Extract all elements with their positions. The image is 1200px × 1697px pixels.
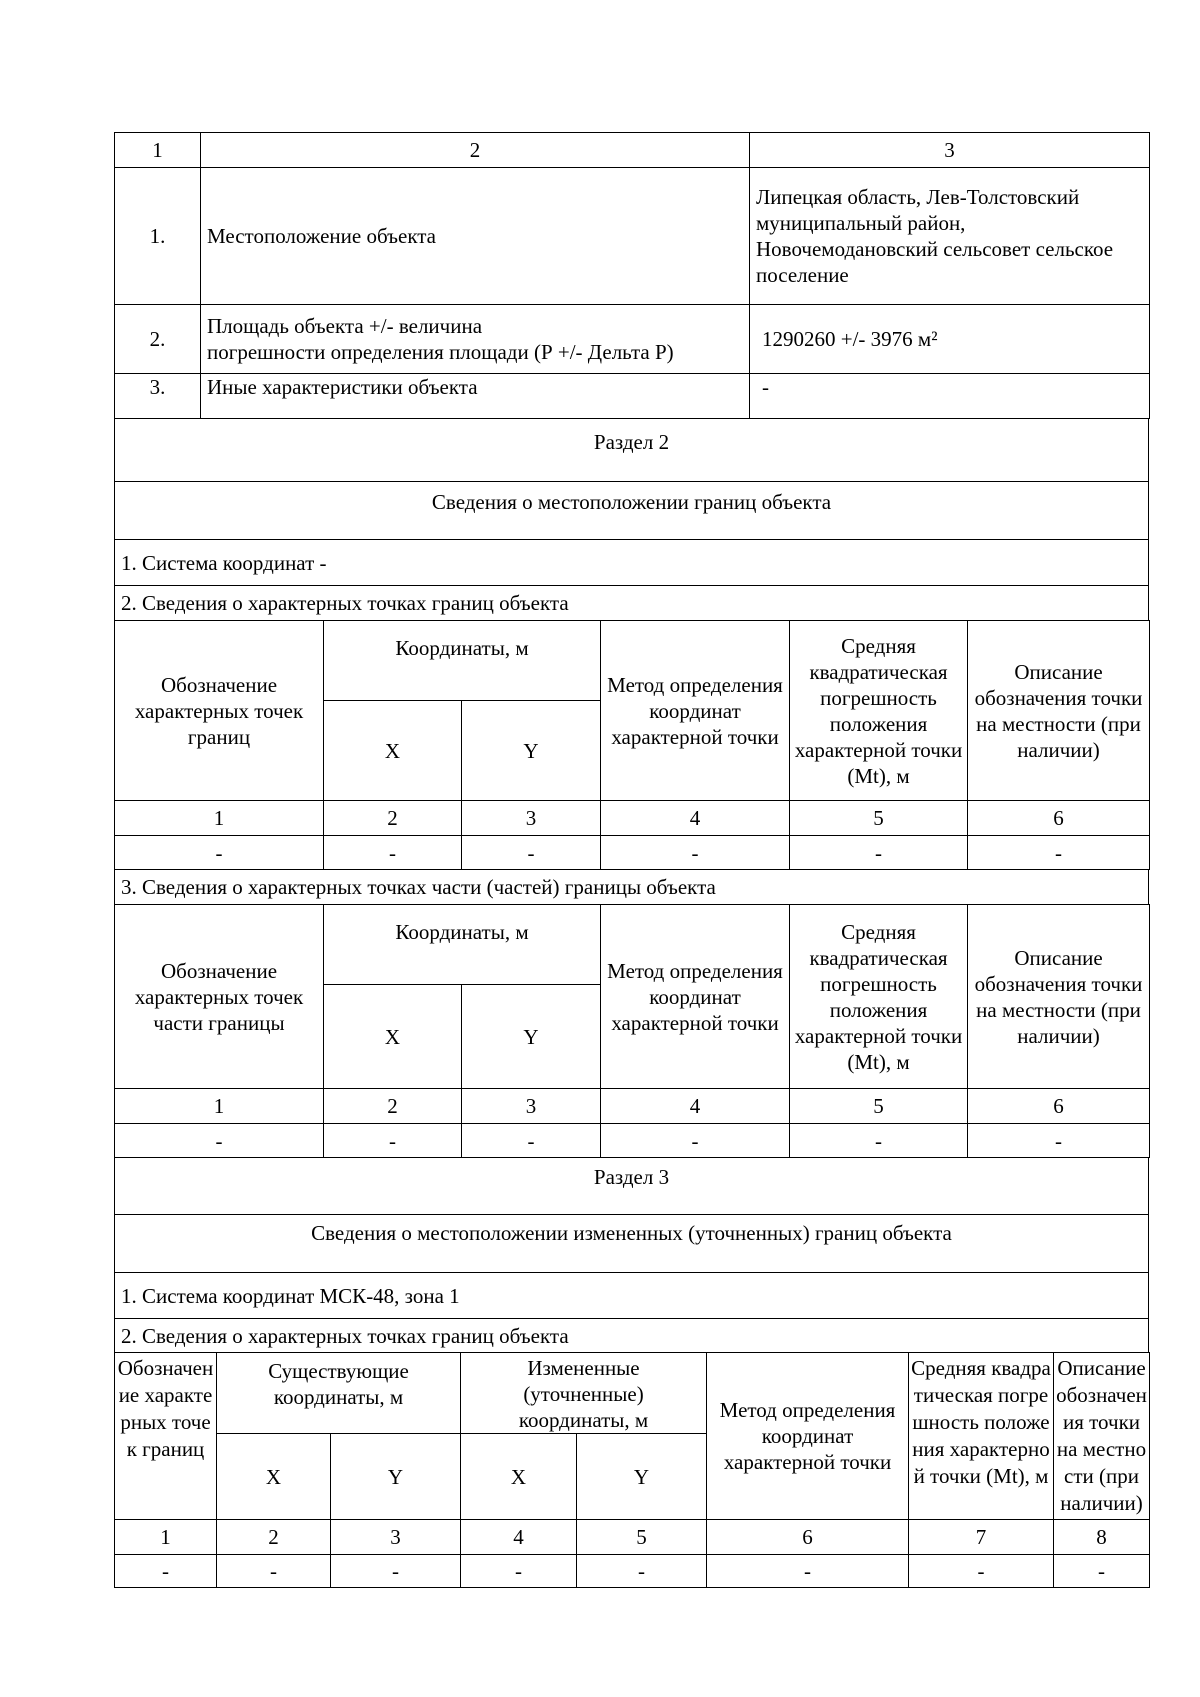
column-number: 3 bbox=[331, 1520, 461, 1555]
column-number: 3 bbox=[462, 1089, 601, 1124]
area-label bbox=[201, 305, 750, 374]
column-number: 6 bbox=[968, 1089, 1150, 1124]
x-header: X bbox=[324, 985, 462, 1089]
y-header: Y bbox=[462, 701, 601, 801]
section3-banner bbox=[114, 1157, 1149, 1353]
location-value: Липецкая область, Лев-Толстовский муниципальный район, Новочемодановский сельсовет сельское поселение bbox=[750, 168, 1150, 305]
x-header: X bbox=[324, 701, 462, 801]
error-header: Средняя квадратическая погрешность положения характерной точки (Mt), м bbox=[790, 621, 968, 801]
column-number: 2 bbox=[324, 1089, 462, 1124]
empty-cell: - bbox=[217, 1555, 331, 1588]
column-number: 5 bbox=[790, 1089, 968, 1124]
header-cell: 3 bbox=[750, 133, 1150, 168]
section3-title: Раздел 3 bbox=[115, 1158, 1149, 1215]
column-number: 7 bbox=[909, 1520, 1054, 1555]
row-number: 2. bbox=[115, 305, 201, 374]
column-number: 1 bbox=[115, 801, 324, 836]
designation-header: Обозначение характерных точек границ bbox=[115, 1353, 217, 1520]
column-number: 5 bbox=[790, 801, 968, 836]
designation-header: Обозначение характерных точек части границы bbox=[115, 905, 324, 1089]
existing-y-header: Y bbox=[331, 1434, 461, 1520]
empty-cell: - bbox=[968, 1124, 1150, 1158]
part-boundary-points-table bbox=[114, 904, 1150, 1158]
column-number: 5 bbox=[577, 1520, 707, 1555]
row-number: 1. bbox=[115, 168, 201, 305]
area-label-line1: Площадь объекта +/- величина bbox=[207, 314, 483, 338]
empty-cell: - bbox=[115, 836, 324, 870]
column-number: 8 bbox=[1054, 1520, 1150, 1555]
section2-points-title: 2. Сведения о характерных точках границ объекта bbox=[115, 586, 1149, 621]
column-number: 6 bbox=[707, 1520, 909, 1555]
column-number: 4 bbox=[601, 1089, 790, 1124]
section2-banner bbox=[114, 418, 1149, 621]
header-cell: 2 bbox=[201, 133, 750, 168]
changed-x-header: X bbox=[461, 1434, 577, 1520]
empty-cell: - bbox=[577, 1555, 707, 1588]
changed-boundary-points-table bbox=[114, 1352, 1150, 1588]
changed-coords-header: Измененные (уточненные) координаты, м bbox=[461, 1353, 707, 1434]
column-number: 2 bbox=[324, 801, 462, 836]
empty-cell: - bbox=[707, 1555, 909, 1588]
row-number: 3. bbox=[115, 374, 201, 419]
error-header: Средняя квадратическая погрешность положения характерной точки (Mt), м bbox=[790, 905, 968, 1089]
empty-cell: - bbox=[909, 1555, 1054, 1588]
column-number: 1 bbox=[115, 1089, 324, 1124]
existing-x-header: X bbox=[217, 1434, 331, 1520]
column-number: 4 bbox=[461, 1520, 577, 1555]
empty-cell: - bbox=[324, 1124, 462, 1158]
empty-cell: - bbox=[115, 1555, 217, 1588]
existing-coords-header: Существующие координаты, м bbox=[217, 1353, 461, 1434]
description-header: Описание обозначения точки на местности (при наличии) bbox=[968, 905, 1150, 1089]
empty-cell: - bbox=[601, 836, 790, 870]
empty-cell: - bbox=[790, 1124, 968, 1158]
coords-header: Координаты, м bbox=[324, 621, 601, 701]
column-number: 4 bbox=[601, 801, 790, 836]
other-characteristics-value: - bbox=[750, 374, 1150, 419]
column-number: 3 bbox=[462, 801, 601, 836]
section2-coord-system: 1. Система координат - bbox=[115, 540, 1149, 586]
method-header: Метод определения координат характерной точки bbox=[601, 621, 790, 801]
empty-cell: - bbox=[968, 836, 1150, 870]
empty-cell: - bbox=[324, 836, 462, 870]
empty-cell: - bbox=[331, 1555, 461, 1588]
column-number: 1 bbox=[115, 1520, 217, 1555]
empty-cell: - bbox=[115, 1124, 324, 1158]
section2-title: Раздел 2 bbox=[115, 419, 1149, 482]
changed-y-header: Y bbox=[577, 1434, 707, 1520]
empty-cell: - bbox=[461, 1555, 577, 1588]
empty-cell: - bbox=[462, 836, 601, 870]
coords-header: Координаты, м bbox=[324, 905, 601, 985]
parts-title-row bbox=[114, 869, 1149, 905]
description-header: Описание обозначения точки на местности (при наличии) bbox=[1054, 1353, 1150, 1520]
boundary-points-table bbox=[114, 620, 1150, 870]
area-value: 1290260 +/- 3976 м² bbox=[750, 305, 1150, 374]
header-cell: 1 bbox=[115, 133, 201, 168]
section3-coord-system: 1. Система координат МСК-48, зона 1 bbox=[115, 1273, 1149, 1319]
y-header: Y bbox=[462, 985, 601, 1089]
location-label: Местоположение объекта bbox=[201, 168, 750, 305]
empty-cell: - bbox=[790, 836, 968, 870]
object-info-table bbox=[114, 132, 1150, 419]
error-header: Средняя квадратическая погрешность положения характерной точки (Mt), м bbox=[909, 1353, 1054, 1520]
column-number: 2 bbox=[217, 1520, 331, 1555]
empty-cell: - bbox=[1054, 1555, 1150, 1588]
empty-cell: - bbox=[462, 1124, 601, 1158]
designation-header: Обозначение характерных точек границ bbox=[115, 621, 324, 801]
area-label-line2: погрешности определения площади (Р +/- Дельта Р) bbox=[207, 340, 674, 364]
method-header: Метод определения координат характерной точки bbox=[707, 1353, 909, 1520]
section2-subtitle: Сведения о местоположении границ объекта bbox=[115, 482, 1149, 540]
other-characteristics-label: Иные характеристики объекта bbox=[201, 374, 750, 419]
column-number: 6 bbox=[968, 801, 1150, 836]
section3-subtitle: Сведения о местоположении измененных (уточненных) границ объекта bbox=[115, 1215, 1149, 1273]
empty-cell: - bbox=[601, 1124, 790, 1158]
method-header: Метод определения координат характерной точки bbox=[601, 905, 790, 1089]
section2-parts-title: 3. Сведения о характерных точках части (частей) границы объекта bbox=[115, 870, 1149, 905]
description-header: Описание обозначения точки на местности (при наличии) bbox=[968, 621, 1150, 801]
section3-points-title: 2. Сведения о характерных точках границ объекта bbox=[115, 1319, 1149, 1353]
